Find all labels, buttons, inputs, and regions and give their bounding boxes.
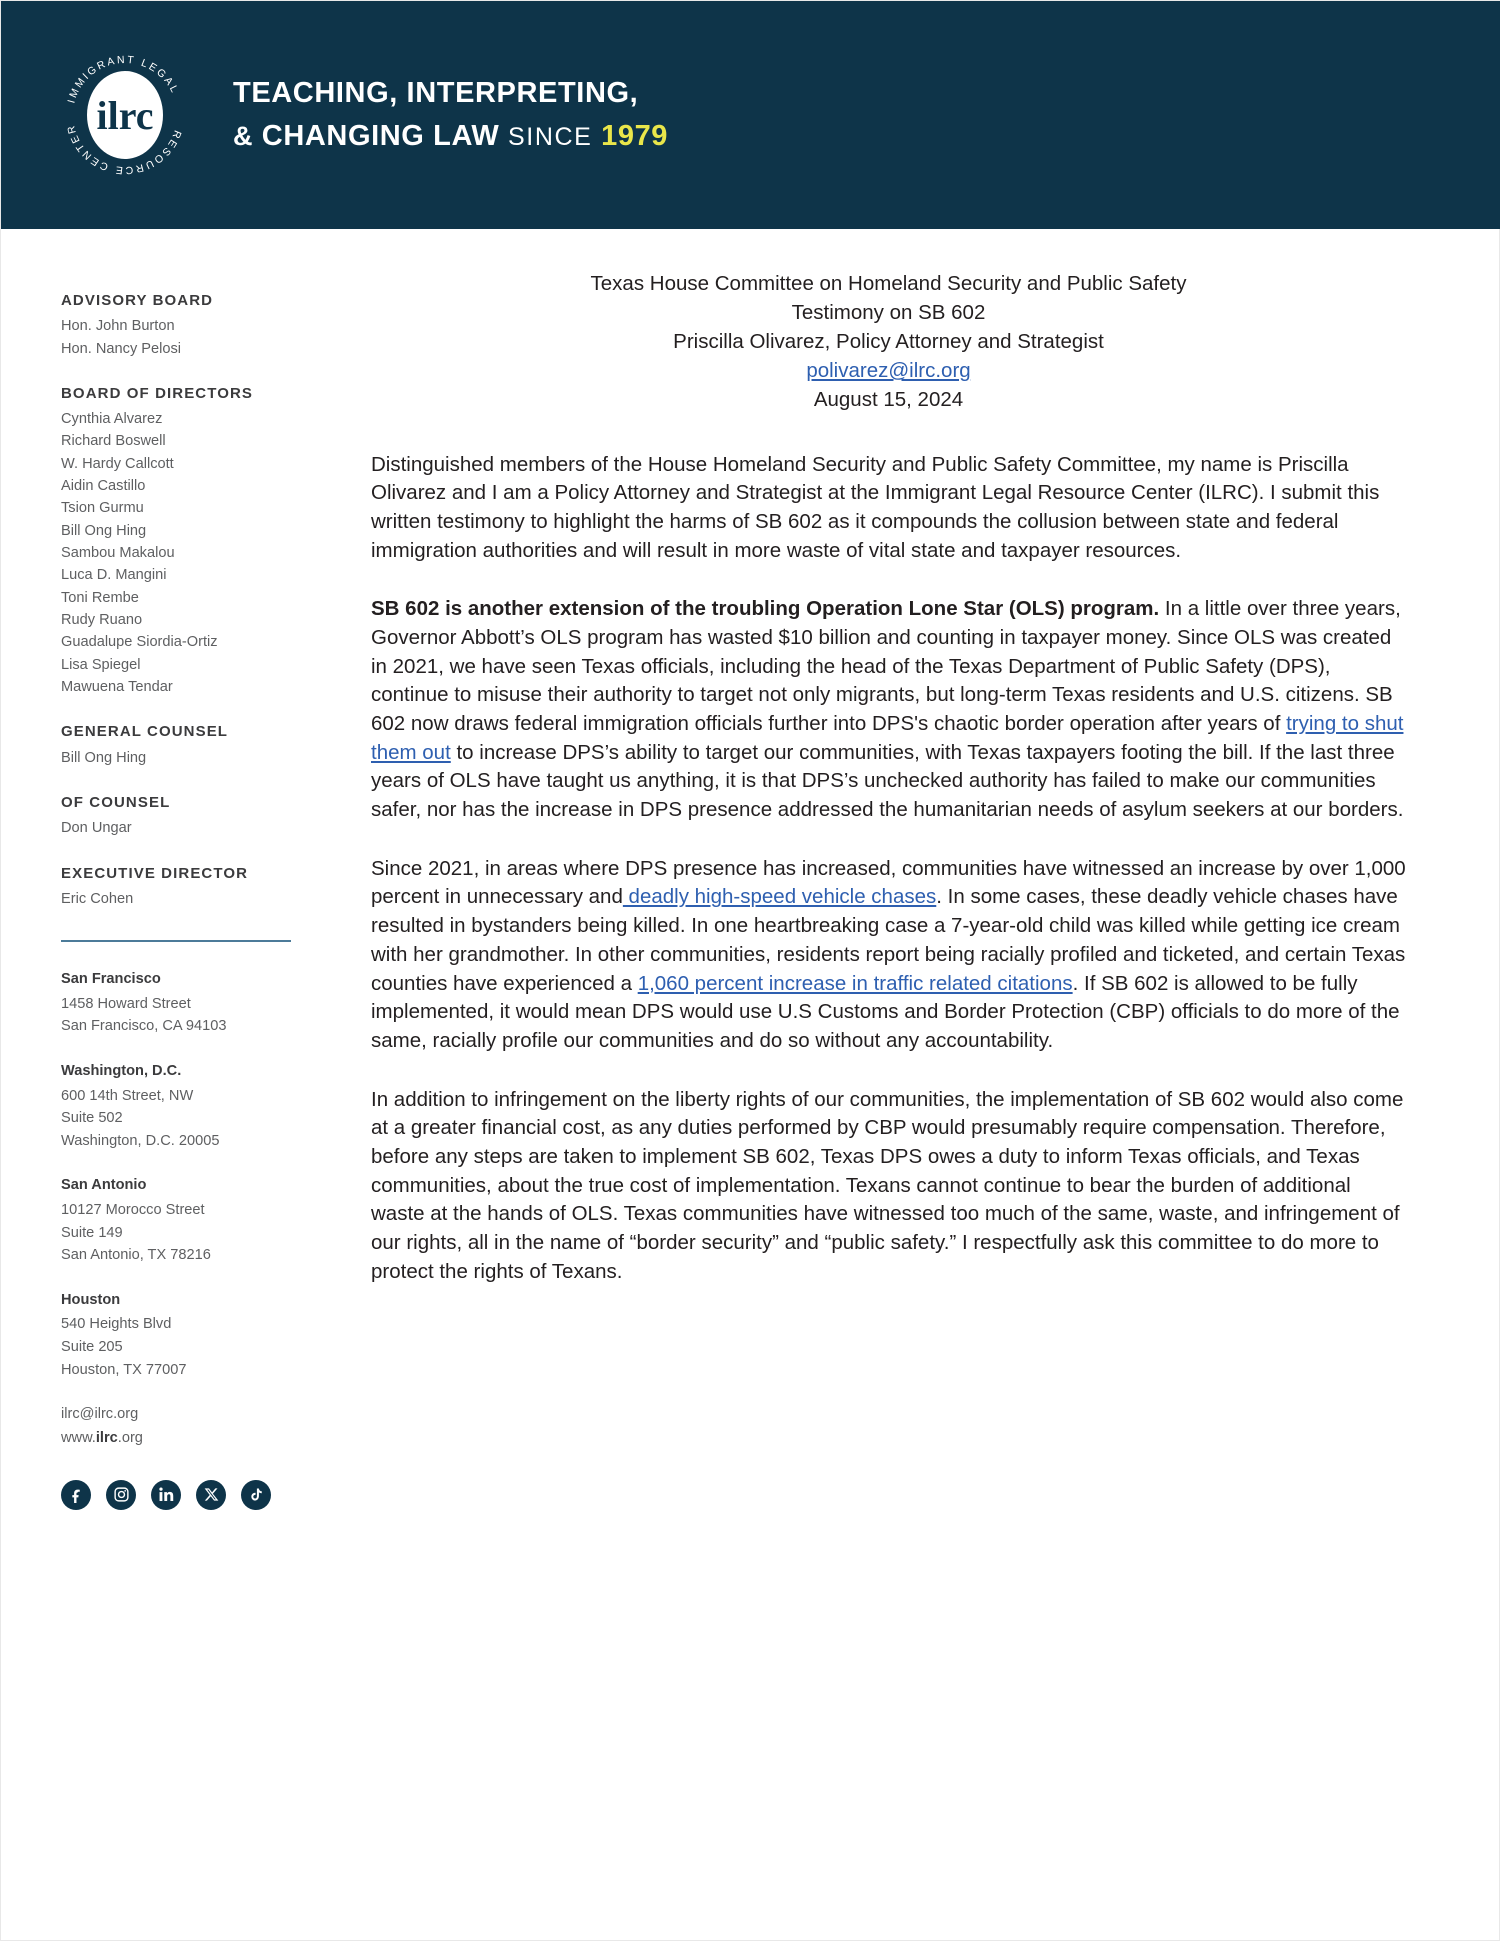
paragraph-4 — [371, 1086, 1406, 1287]
spacer — [61, 1267, 301, 1289]
office-address-line: 10127 Morocco Street — [61, 1202, 205, 1219]
page-masthead — [1, 1, 1500, 229]
svg-text:RESOURCE CENTER: RESOURCE CENTER — [64, 122, 184, 177]
doc-date: August 15, 2024 — [813, 388, 964, 412]
paragraph-1 — [371, 451, 1406, 566]
document-header — [371, 269, 1406, 415]
office-address-line: Suite 149 — [61, 1224, 123, 1241]
doc-title-line-1: Texas House Committee on Homeland Security and Public Safety — [590, 272, 1187, 295]
contact-email[interactable]: ilrc@ilrc.org — [61, 1406, 139, 1423]
person-name: Bill Ong Hing — [61, 522, 147, 539]
tagline-year: 1979 — [601, 120, 669, 152]
office-san-francisco — [61, 968, 301, 1038]
tagline-changing-law: CHANGING LAW — [261, 120, 500, 152]
person-name: Don Ungar — [61, 820, 132, 837]
paragraph-3 — [371, 855, 1406, 1056]
website-suffix: .org — [117, 1429, 143, 1446]
office-address-line: Washington, D.C. 20005 — [61, 1132, 220, 1149]
paragraph-text: In a little over three years, Governor Abbott’s OLS program has wasted $10 billion and counting in taxpayer money. Since OLS was created in 2021, we have seen Texas officials, including the head of the Texas Department of Public Safety (DPS), continue to misuse their authority to target not only migrants, but long-term Texas residents and U.S. citizens. SB 602 now draws federal immigration officials further into DPS's chaotic border operation after years of — [371, 597, 1401, 736]
linkedin-icon[interactable] — [151, 1480, 181, 1510]
person-name: W. Hardy Callcott — [61, 455, 174, 472]
office-washington-dc — [61, 1060, 301, 1152]
sidebar-section-of-counsel — [61, 791, 301, 840]
person-name: Bill Ong Hing — [61, 749, 147, 766]
office-city: San Antonio — [61, 1177, 147, 1194]
spacer — [61, 840, 301, 862]
spacer — [61, 698, 301, 720]
person-name: Richard Boswell — [61, 433, 166, 450]
author-email-link[interactable]: polivarez@ilrc.org — [806, 359, 971, 383]
section-heading: EXECUTIVE DIRECTOR — [61, 864, 249, 882]
person-name: Cynthia Alvarez — [61, 411, 163, 428]
spacer — [61, 1152, 301, 1174]
section-heading: ADVISORY BOARD — [61, 292, 214, 309]
person-name: Toni Rembe — [61, 589, 139, 606]
sidebar-section-executive-director — [61, 862, 301, 911]
spacer — [61, 769, 301, 791]
office-city: San Francisco — [61, 971, 161, 988]
person-name: Lisa Spiegel — [61, 656, 141, 673]
svg-text:IMMIGRANT LEGAL: IMMIGRANT LEGAL — [65, 53, 182, 105]
letterhead-sidebar — [1, 229, 301, 1510]
office-houston — [61, 1289, 301, 1381]
person-name: Luca D. Mangini — [61, 567, 167, 584]
paragraph-text: . If SB 602 is allowed to be fully implemented, it would mean DPS would use U.S Customs and Border Protection (CBP) officials to do more of the same, racially profile our communities and do so without any accountability. — [371, 971, 1400, 1052]
person-name: Hon. Nancy Pelosi — [61, 340, 182, 357]
section-heading: BOARD OF DIRECTORS — [61, 384, 254, 402]
paragraph-text: Since 2021, in areas where DPS presence has increased, communities have witnessed an increase by over 1,000 percent in unnecessary and — [371, 856, 1406, 909]
office-city: Washington, D.C. — [61, 1062, 182, 1079]
sidebar-section-board-of-directors — [61, 382, 301, 699]
doc-title-line-2: Testimony on SB 602 — [791, 301, 986, 325]
link-trying-to-shut-them-out[interactable]: trying to shut them out — [371, 712, 1404, 764]
social-links — [61, 1480, 301, 1510]
page-body — [1, 229, 1500, 1510]
facebook-icon[interactable] — [61, 1480, 91, 1510]
tagline-since: SINCE — [508, 123, 593, 151]
paragraph-text: In addition to infringement on the liberty rights of our communities, the implementation of SB 602 would also come at a greater financial cost, as any duties performed by CBP would presumably require compensation. Therefore, before any steps are taken to implement SB 602, Texas DPS owes a duty to inform Texas officials, and Texas communities, about the true cost of implementation. Texans cannot continue to bear the burden of additional waste at the hands of OLS. Texas communities have witnessed too much of the same, waste, and infringement of our rights, all in the name of “border security” and “public safety.” I respectfully ask this committee to do more to protect the rights of Texans. — [371, 1087, 1404, 1283]
tagline-line-1: TEACHING, INTERPRETING, — [233, 76, 639, 109]
sidebar-divider — [61, 940, 291, 942]
paragraph-text: to increase DPS’s ability to target our communities, with Texas taxpayers footing the bill. If the last three years of OLS have taught us anything, it is that DPS’s unchecked authority has failed to make our communities safer, nor has the increase in DPS presence addressed the humanitarian needs of asylum seekers at our borders. — [371, 740, 1404, 822]
doc-author-line: Priscilla Olivarez, Policy Attorney and Strategist — [673, 330, 1104, 354]
ilrc-logo — [61, 51, 189, 179]
office-address-line: San Antonio, TX 78216 — [61, 1247, 211, 1264]
website-prefix: www. — [61, 1429, 96, 1446]
section-heading: GENERAL COUNSEL — [61, 723, 229, 741]
section-heading: OF COUNSEL — [61, 794, 171, 811]
tagline-line-2 — [233, 118, 668, 155]
x-icon[interactable] — [196, 1480, 226, 1510]
office-city: Houston — [61, 1291, 121, 1308]
office-address-line: 1458 Howard Street — [61, 995, 191, 1012]
person-name: Guadalupe Siordia-Ortiz — [61, 634, 218, 651]
office-address-line: 600 14th Street, NW — [61, 1087, 194, 1104]
link-traffic-related-citations[interactable]: 1,060 percent increase in traffic related citations — [637, 971, 1073, 995]
person-name: Eric Cohen — [61, 890, 134, 907]
spacer — [61, 360, 301, 382]
instagram-icon[interactable] — [106, 1480, 136, 1510]
office-san-antonio — [61, 1174, 301, 1266]
paragraph-2 — [371, 595, 1406, 825]
testimony-document — [301, 229, 1500, 1510]
person-name: Tsion Gurmu — [61, 500, 144, 517]
person-name: Mawuena Tendar — [61, 679, 173, 696]
person-name: Aidin Castillo — [61, 478, 146, 495]
sidebar-section-advisory-board — [61, 289, 301, 360]
tagline-ampersand: & — [233, 121, 254, 151]
person-name: Sambou Makalou — [61, 545, 175, 562]
person-name: Rudy Ruano — [61, 612, 143, 629]
sidebar-section-general-counsel — [61, 720, 301, 769]
paragraph-text: . In some cases, these deadly vehicle chases have resulted in bystanders being killed. In one heartbreaking case a 7-year-old child was killed while getting ice cream with her grandmother. In other communities, residents report being racially profiled and ticketed, and certain Texas counties have experienced a — [371, 885, 1406, 995]
website-brand: ilrc — [95, 1429, 118, 1446]
paragraph-lead-bold: SB 602 is another extension of the troubling Operation Lone Star (OLS) program. — [371, 597, 1160, 621]
tiktok-icon[interactable] — [241, 1480, 271, 1510]
spacer — [61, 1038, 301, 1060]
office-address-line: Suite 502 — [61, 1110, 123, 1127]
svg-text:ilrc: ilrc — [96, 93, 154, 138]
office-address-line: San Francisco, CA 94103 — [61, 1018, 227, 1035]
brand-tagline — [233, 75, 668, 155]
office-address-line: Suite 205 — [61, 1339, 123, 1356]
office-address-line: Houston, TX 77007 — [61, 1361, 187, 1378]
spacer — [61, 1381, 301, 1403]
link-deadly-high-speed-vehicle-chases[interactable]: deadly high-speed vehicle chases — [622, 885, 937, 909]
contact-website[interactable] — [61, 1427, 301, 1450]
person-name: Hon. John Burton — [61, 318, 175, 335]
office-address-line: 540 Heights Blvd — [61, 1316, 172, 1333]
paragraph-text: Distinguished members of the House Homeland Security and Public Safety Committee, my name is Priscilla Olivarez and I am a Policy Attorney and Strategist at the Immigrant Legal Resource Center (ILRC). I submit this written testimony to highlight the harms of SB 602 as it compounds the collusion between state and federal immigration authorities and will result in more waste of vital state and taxpayer resources. — [371, 452, 1380, 562]
